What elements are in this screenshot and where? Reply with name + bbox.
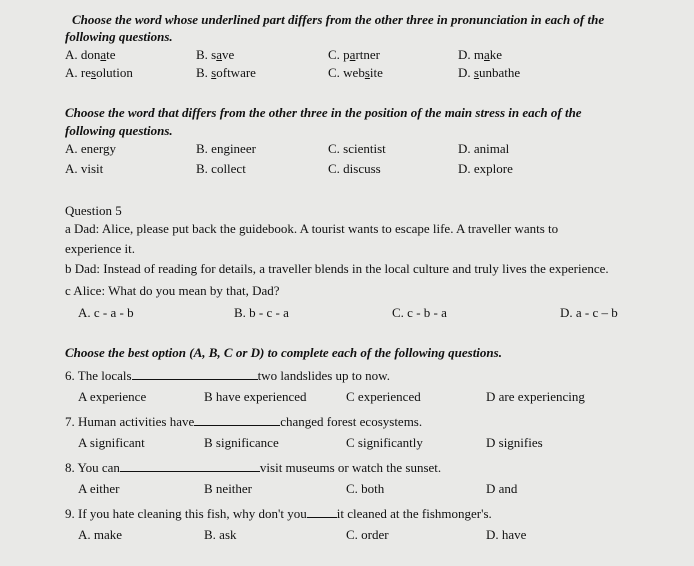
instruction-stress-line1: Choose the word that differs from the other three in the position of the main stress in each of the xyxy=(65,105,582,120)
q7-option-b[interactable]: B significance xyxy=(204,435,279,450)
q3-option-d[interactable]: D. animal xyxy=(458,141,510,156)
q3-option-a[interactable]: A. energy xyxy=(65,141,117,156)
q8-option-c[interactable]: C. both xyxy=(346,481,385,496)
q1-option-a[interactable]: A. donate xyxy=(65,47,116,62)
q4-option-b[interactable]: B. collect xyxy=(196,161,246,176)
q9-blank[interactable] xyxy=(307,505,337,518)
q5-option-d[interactable]: D. a - c – b xyxy=(560,305,618,320)
q5-line-a-cont: experience it. xyxy=(65,241,136,256)
instruction-pronunciation-line2: following questions. xyxy=(65,29,173,44)
q2-option-b[interactable]: B. software xyxy=(196,65,256,80)
q5-option-a[interactable]: A. c - a - b xyxy=(78,305,134,320)
q2-option-c[interactable]: C. website xyxy=(328,65,383,80)
q5-line-b: b Dad: Instead of reading for details, a traveller blends in the local culture and truly lives the experience. xyxy=(65,261,609,276)
q7-blank[interactable] xyxy=(194,413,280,426)
q5-option-c[interactable]: C. c - b - a xyxy=(392,305,447,320)
question-5-title: Question 5 xyxy=(65,203,122,218)
instruction-stress-line2: following questions. xyxy=(65,123,173,138)
instruction-best-option: Choose the best option (A, B, C or D) to complete each of the following questions. xyxy=(65,345,502,360)
q8-blank[interactable] xyxy=(120,459,260,472)
q8-option-b[interactable]: B neither xyxy=(204,481,253,496)
q9-stem: 9. If you hate cleaning this fish, why don't you it cleaned at the fishmonger's. xyxy=(65,506,492,521)
q2-option-d[interactable]: D. sunbathe xyxy=(458,65,521,80)
q3-option-c[interactable]: C. scientist xyxy=(328,141,386,156)
instruction-pronunciation-line1: Choose the word whose underlined part differs from the other three in pronunciation in each of the xyxy=(72,12,605,27)
q5-line-c: c Alice: What do you mean by that, Dad? xyxy=(65,283,280,298)
q4-option-a[interactable]: A. visit xyxy=(65,161,104,176)
q6-option-c[interactable]: C experienced xyxy=(346,389,421,404)
q1-option-b[interactable]: B. save xyxy=(196,47,235,62)
q5-line-a: a Dad: Alice, please put back the guidebook. A tourist wants to escape life. A traveller wants to xyxy=(65,221,559,236)
q7-stem: 7. Human activities have changed forest ecosystems. xyxy=(65,414,423,429)
q9-option-d[interactable]: D. have xyxy=(486,527,527,542)
q3-option-b[interactable]: B. engineer xyxy=(196,141,256,156)
q8-option-d[interactable]: D and xyxy=(486,481,518,496)
q2-option-a[interactable]: A. resolution xyxy=(65,65,133,80)
q4-option-c[interactable]: C. discuss xyxy=(328,161,381,176)
q7-option-d[interactable]: D signifies xyxy=(486,435,543,450)
q7-option-c[interactable]: C significantly xyxy=(346,435,423,450)
q1-option-d[interactable]: D. make xyxy=(458,47,503,62)
q1-option-c[interactable]: C. partner xyxy=(328,47,380,62)
q6-stem: 6. The locals two landslides up to now. xyxy=(65,368,390,383)
q9-option-c[interactable]: C. order xyxy=(346,527,389,542)
q8-option-a[interactable]: A either xyxy=(78,481,120,496)
q9-option-b[interactable]: B. ask xyxy=(204,527,237,542)
q6-option-d[interactable]: D are experiencing xyxy=(486,389,585,404)
q9-option-a[interactable]: A. make xyxy=(78,527,123,542)
q4-option-d[interactable]: D. explore xyxy=(458,161,513,176)
q8-stem: 8. You can visit museums or watch the sunset. xyxy=(65,460,442,475)
q6-option-a[interactable]: A experience xyxy=(78,389,147,404)
q6-option-b[interactable]: B have experienced xyxy=(204,389,307,404)
q5-option-b[interactable]: B. b - c - a xyxy=(234,305,289,320)
q6-blank[interactable] xyxy=(132,367,258,380)
q7-option-a[interactable]: A significant xyxy=(78,435,145,450)
